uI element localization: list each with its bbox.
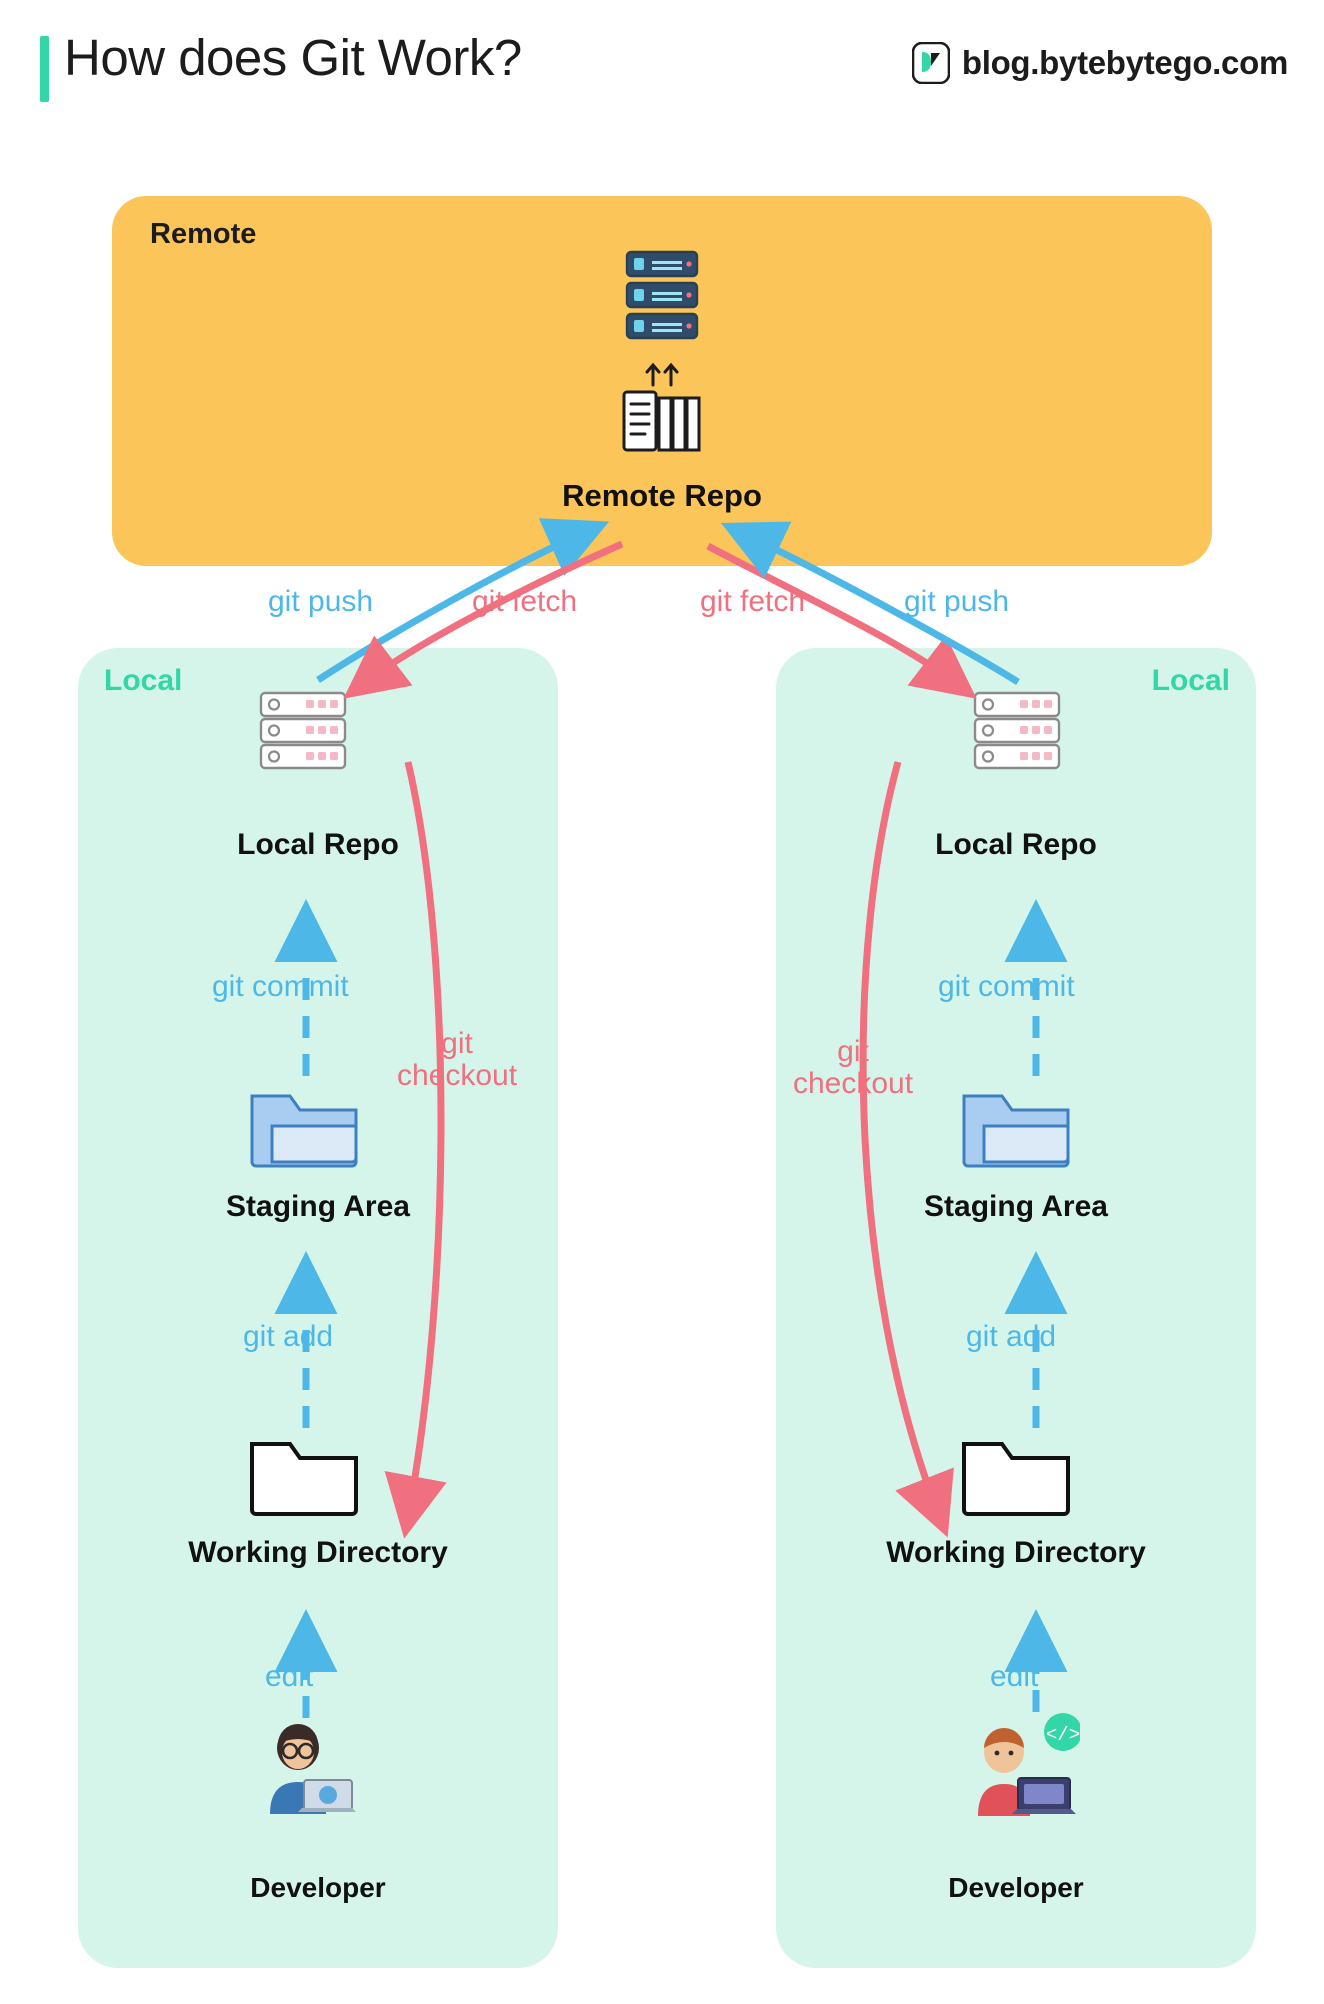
op-label-git-fetch-right: git fetch bbox=[700, 585, 806, 618]
op-label-git-checkout-left bbox=[372, 1028, 542, 1093]
node-label-working-directory-left: Working Directory bbox=[188, 1536, 448, 1569]
outline-folder-icon-right bbox=[960, 1430, 1072, 1523]
op-label-git-add-left: git add bbox=[243, 1320, 334, 1353]
node-label-staging-area-right: Staging Area bbox=[924, 1190, 1108, 1223]
node-label-local-repo-left: Local Repo bbox=[237, 828, 399, 861]
local-repo-server-icon-left bbox=[258, 690, 348, 777]
remote-repo-label: Remote Repo bbox=[562, 478, 762, 513]
local-panel-label-left: Local bbox=[104, 664, 183, 697]
op-label-git-checkout-left-line2: checkout bbox=[396, 1059, 518, 1093]
blue-folder-icon-left bbox=[248, 1082, 360, 1175]
brand-text: blog.bytebytego.com bbox=[961, 44, 1288, 81]
node-label-working-directory-right: Working Directory bbox=[886, 1536, 1146, 1569]
op-label-git-checkout-left-line1: git bbox=[441, 1027, 473, 1060]
local-panel-label-right: Local bbox=[1151, 664, 1230, 697]
op-label-git-commit-left: git commit bbox=[212, 970, 349, 1003]
page-title: How does Git Work? bbox=[64, 29, 522, 86]
op-label-git-checkout-right-line2: checkout bbox=[792, 1067, 914, 1101]
developer-woman-icon bbox=[248, 1718, 358, 1823]
op-label-git-push-right: git push bbox=[904, 585, 1010, 618]
node-label-developer-right: Developer bbox=[948, 1872, 1084, 1903]
title-accent-bar bbox=[40, 36, 49, 102]
remote-panel-label: Remote bbox=[150, 218, 257, 250]
op-label-git-checkout-right-line1: git bbox=[837, 1035, 869, 1068]
node-label-developer-left: Developer bbox=[250, 1872, 386, 1903]
blue-folder-icon-right bbox=[960, 1082, 1072, 1175]
bytebytego-logo-icon bbox=[912, 42, 950, 84]
remote-panel bbox=[112, 196, 1212, 566]
op-label-git-fetch-left: git fetch bbox=[472, 585, 578, 618]
op-label-git-add-right: git add bbox=[966, 1320, 1057, 1353]
svg-text:</>: </> bbox=[1045, 1724, 1080, 1746]
op-label-git-checkout-right bbox=[768, 1036, 938, 1101]
op-label-git-push-left: git push bbox=[268, 585, 374, 618]
op-label-git-commit-right: git commit bbox=[938, 970, 1075, 1003]
local-repo-server-icon-right bbox=[972, 690, 1062, 777]
op-label-edit-left: edit bbox=[265, 1660, 314, 1693]
up-arrows-icon bbox=[637, 361, 687, 387]
node-label-local-repo-right: Local Repo bbox=[935, 828, 1097, 861]
brand bbox=[912, 42, 1288, 84]
header bbox=[0, 0, 1324, 130]
files-stack-icon bbox=[621, 388, 703, 454]
developer-man-icon bbox=[960, 1710, 1080, 1825]
server-rack-icon bbox=[619, 246, 705, 346]
outline-folder-icon-left bbox=[248, 1430, 360, 1523]
op-label-edit-right: edit bbox=[990, 1660, 1039, 1693]
node-label-staging-area-left: Staging Area bbox=[226, 1190, 410, 1223]
